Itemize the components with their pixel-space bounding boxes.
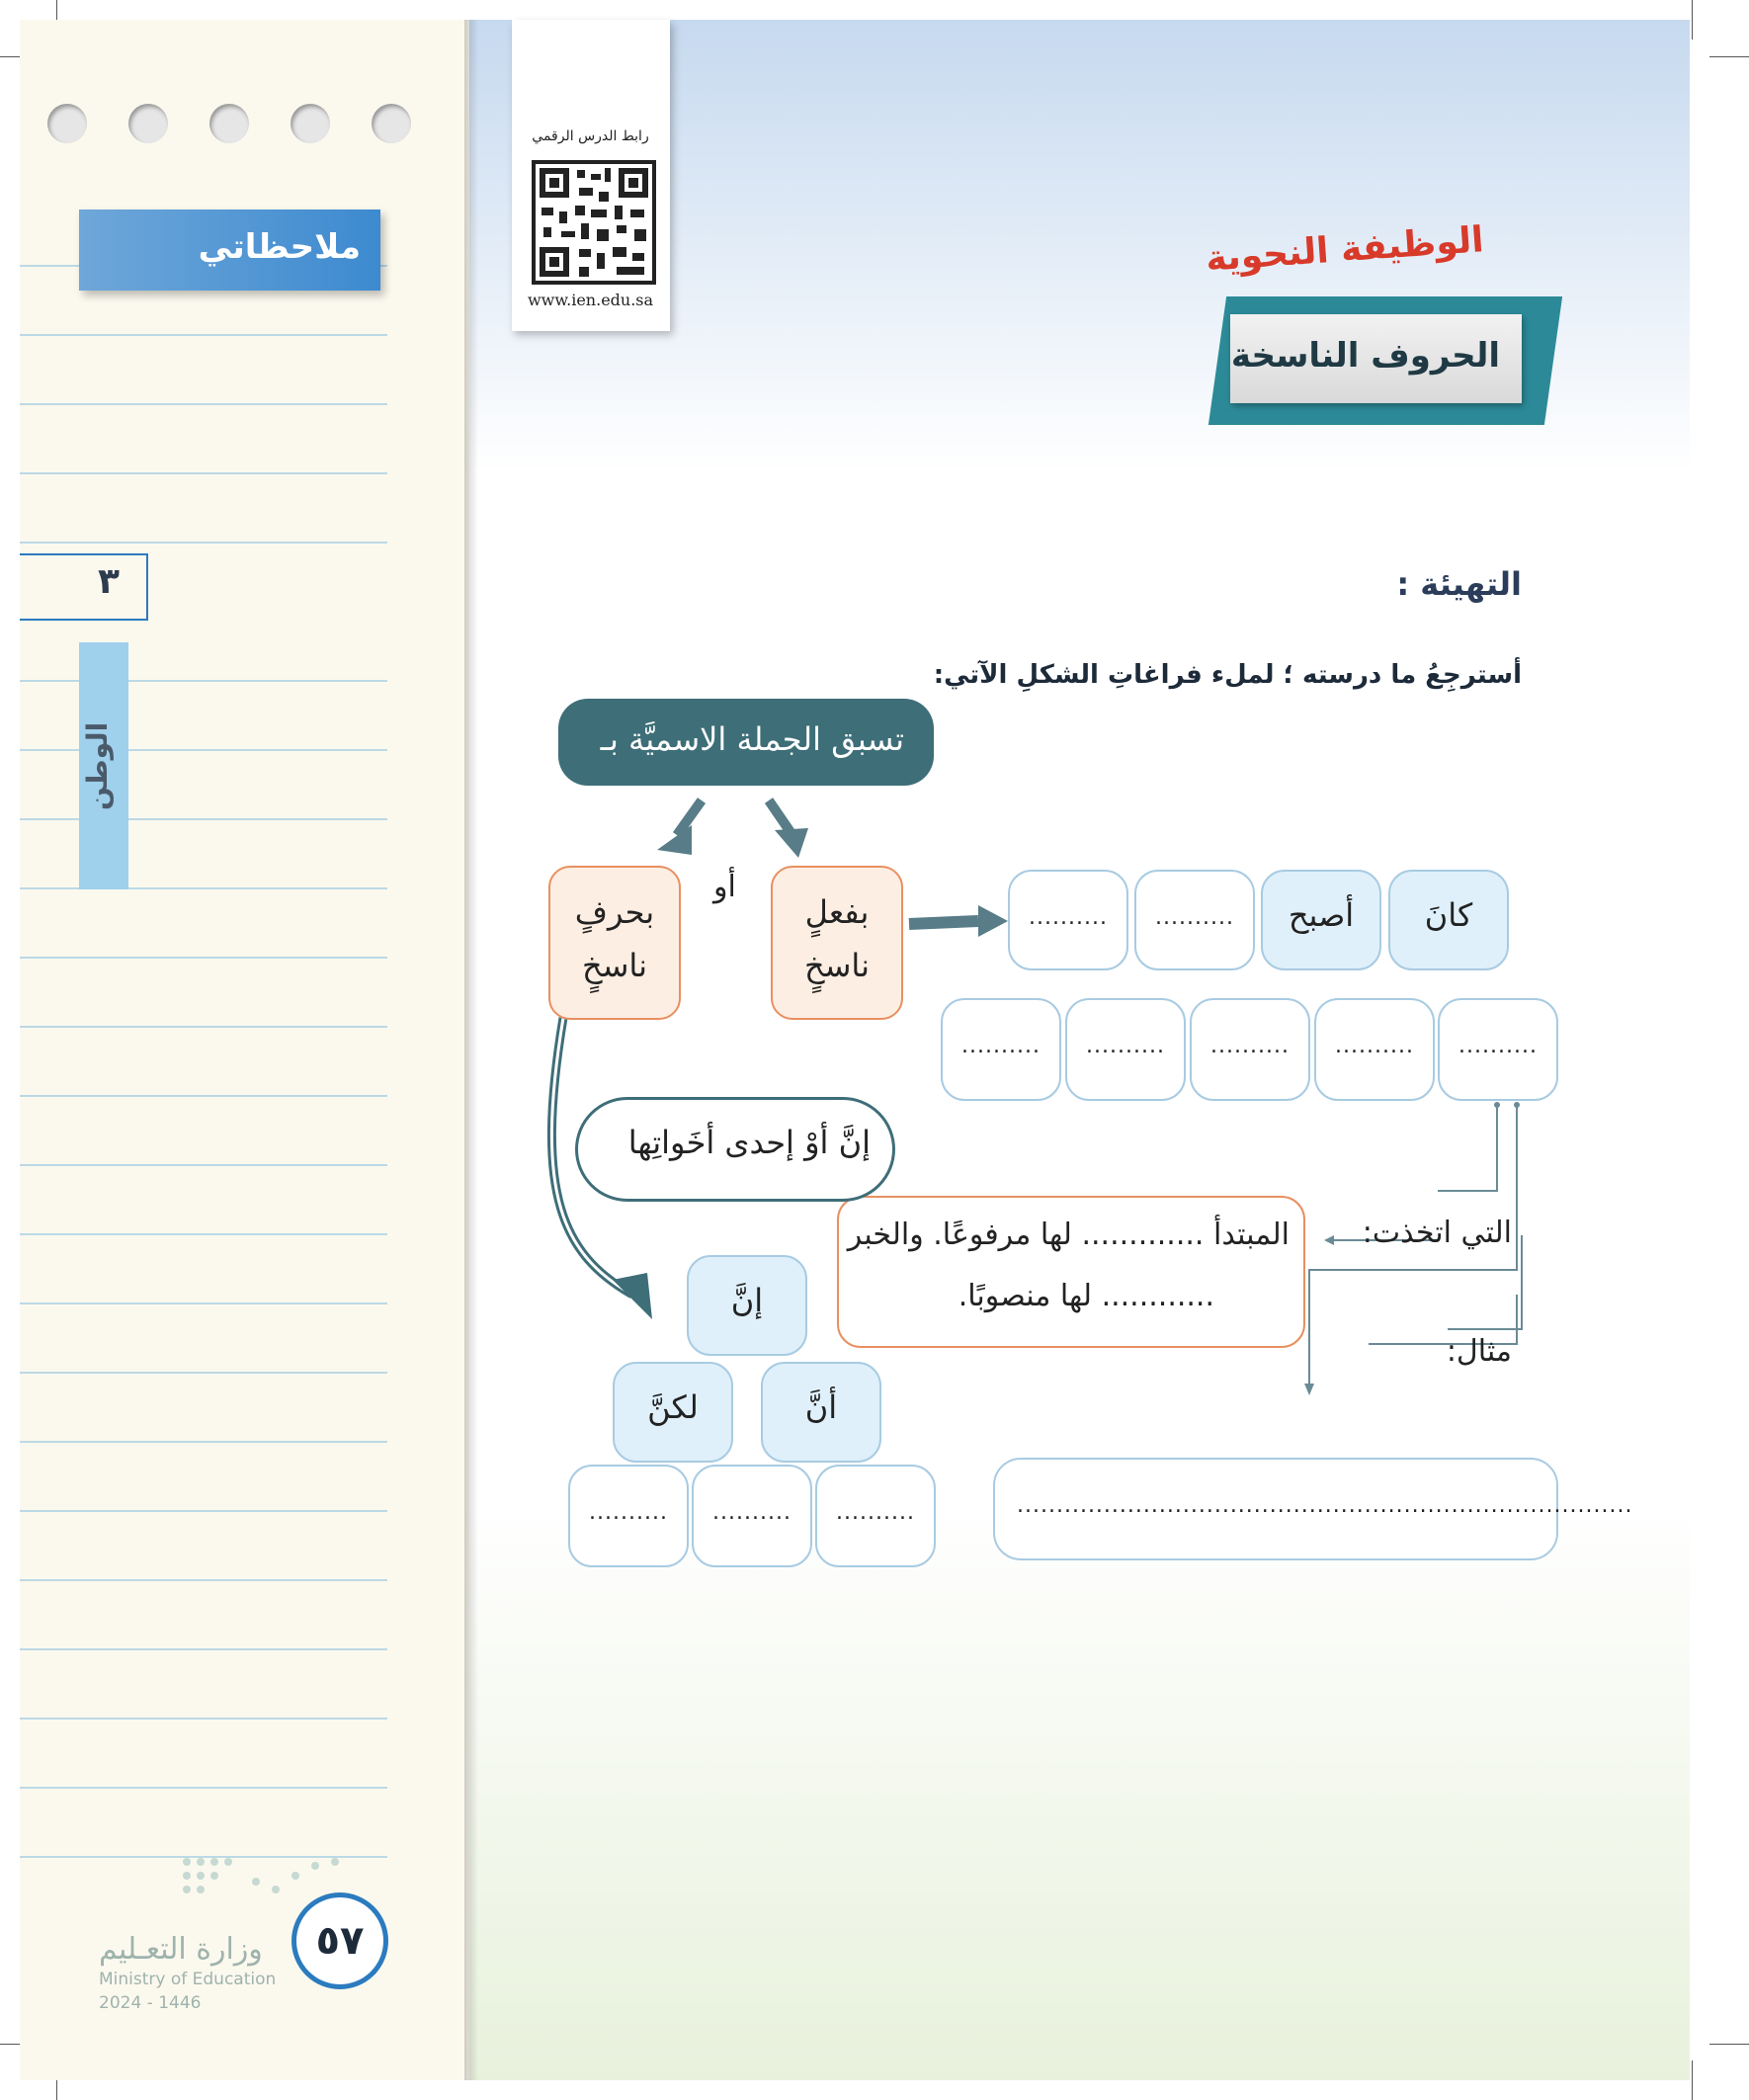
verb-blank[interactable]: [1134, 870, 1255, 970]
note-line: [20, 1233, 387, 1235]
note-line: [20, 1579, 387, 1581]
took-label: التي اتخذت:: [1362, 1216, 1512, 1250]
particle-box-lakinna: [613, 1362, 733, 1463]
binder-ring: [291, 104, 330, 143]
note-line: [20, 542, 387, 544]
particle-branch-line2: ناسخٍ: [581, 947, 648, 984]
particle-blank-dots: ..........: [712, 1500, 791, 1525]
particle-blank[interactable]: [568, 1465, 689, 1567]
notes-title-tab: [79, 210, 380, 291]
verb-asbaha: أصبح: [1288, 896, 1355, 934]
or-label: أو: [713, 870, 736, 904]
particle-branch-line1: بحرفٍ: [574, 893, 655, 931]
note-line: [20, 1648, 387, 1650]
unit-number: ٣: [98, 561, 120, 602]
note-line: [20, 680, 387, 682]
ministry-logo-dots: [183, 1858, 351, 1897]
verb-blank-dots: ..........: [1210, 1034, 1290, 1058]
note-line: [20, 957, 387, 959]
note-line: [20, 749, 387, 751]
verb-blank[interactable]: [1008, 870, 1128, 970]
example-blank: ..............................................................................: [1017, 1493, 1633, 1518]
verb-box-kana: [1388, 870, 1509, 970]
verb-blank-dots: ..........: [1029, 905, 1108, 930]
theme-ribbon: [79, 642, 128, 889]
particle-blank[interactable]: [815, 1465, 936, 1567]
verb-blank[interactable]: [941, 998, 1061, 1101]
verb-blank-dots: ..........: [1155, 905, 1234, 930]
particle-inna: إنَّ: [730, 1282, 764, 1319]
notes-shadow: [464, 20, 478, 2080]
note-line: [20, 1164, 387, 1166]
note-line: [20, 1787, 387, 1789]
qr-label: رابط الدرس الرقمي: [532, 128, 649, 144]
particle-blank-dots: ..........: [836, 1500, 915, 1525]
particle-anna: أنَّ: [804, 1388, 838, 1426]
lesson-title: الحروف الناسخة: [1230, 336, 1500, 376]
verb-blank[interactable]: [1438, 998, 1558, 1101]
verb-blank[interactable]: [1190, 998, 1310, 1101]
note-line: [20, 1302, 387, 1304]
example-answer-box[interactable]: [993, 1458, 1633, 1560]
verb-blank-dots: ..........: [1458, 1034, 1538, 1058]
particle-box-anna: [761, 1362, 881, 1463]
binder-ring: [128, 104, 168, 143]
note-line: [20, 403, 387, 405]
example-label: مثال:: [1446, 1334, 1512, 1369]
verb-branch-box: [771, 866, 903, 1020]
note-line: [20, 1441, 387, 1443]
particle-box-inna: [687, 1255, 807, 1356]
verb-branch-line2: ناسخٍ: [803, 947, 871, 984]
lesson-section-title: الوظيفة النحوية: [1204, 219, 1485, 280]
particle-blank[interactable]: [692, 1465, 812, 1567]
notes-title: ملاحظاتي: [198, 227, 361, 267]
qr-url[interactable]: www.ien.edu.sa: [527, 291, 654, 309]
note-line: [20, 472, 387, 474]
verb-kana: كانَ: [1424, 896, 1473, 934]
binder-ring: [209, 104, 249, 143]
ministry-year: 2024 - 1446: [99, 1993, 202, 2013]
note-line: [20, 334, 387, 336]
verb-box-asbaha: [1261, 870, 1381, 970]
intro-heading: التهيئة :: [1396, 565, 1522, 603]
verb-blank[interactable]: [1065, 998, 1186, 1101]
ministry-name-ar: وزارة التعـليم: [99, 1932, 263, 1967]
qr-code-icon[interactable]: [532, 160, 656, 285]
speech-bubble: [575, 1097, 895, 1202]
rule-line-2: ............ لها منصوبًا.: [958, 1279, 1214, 1313]
lesson-banner: [1230, 314, 1522, 403]
rule-line-1: المبتدأ ............. لها مرفوعًا. والخبر: [847, 1218, 1290, 1252]
binder-ring: [47, 104, 87, 143]
verb-blank[interactable]: [1314, 998, 1435, 1101]
verb-blank-dots: ..........: [1086, 1034, 1165, 1058]
page-number: ٥٧: [292, 1892, 388, 1989]
diagram-root-text: تسبق الجملة الاسميَّة بـ: [600, 720, 904, 758]
intro-instruction: أسترجِعُ ما درسته ؛ لملء فراغاتِ الشكلِ الآتي:: [933, 660, 1522, 690]
theme-label: الوطن: [81, 721, 114, 810]
diagram-root-pill: [558, 699, 934, 786]
binder-ring: [372, 104, 411, 143]
speech-text: إنَّ أوْ إحدى أخَواتِها: [627, 1124, 871, 1161]
note-line: [20, 1095, 387, 1097]
verb-branch-line1: بفعلٍ: [804, 893, 870, 931]
particle-lakinna: لكنَّ: [647, 1388, 699, 1426]
verb-blank-dots: ..........: [1335, 1034, 1414, 1058]
note-line: [20, 1510, 387, 1512]
notes-column: [20, 20, 469, 2080]
note-line: [20, 1372, 387, 1374]
ministry-name-en: Ministry of Education: [99, 1970, 277, 1989]
note-line: [20, 1718, 387, 1720]
verb-blank-dots: ..........: [961, 1034, 1041, 1058]
particle-branch-box: [548, 866, 681, 1020]
note-line: [20, 887, 387, 889]
note-line: [20, 818, 387, 820]
particle-blank-dots: ..........: [589, 1500, 668, 1525]
note-line: [20, 1026, 387, 1028]
rule-box: [837, 1196, 1305, 1348]
